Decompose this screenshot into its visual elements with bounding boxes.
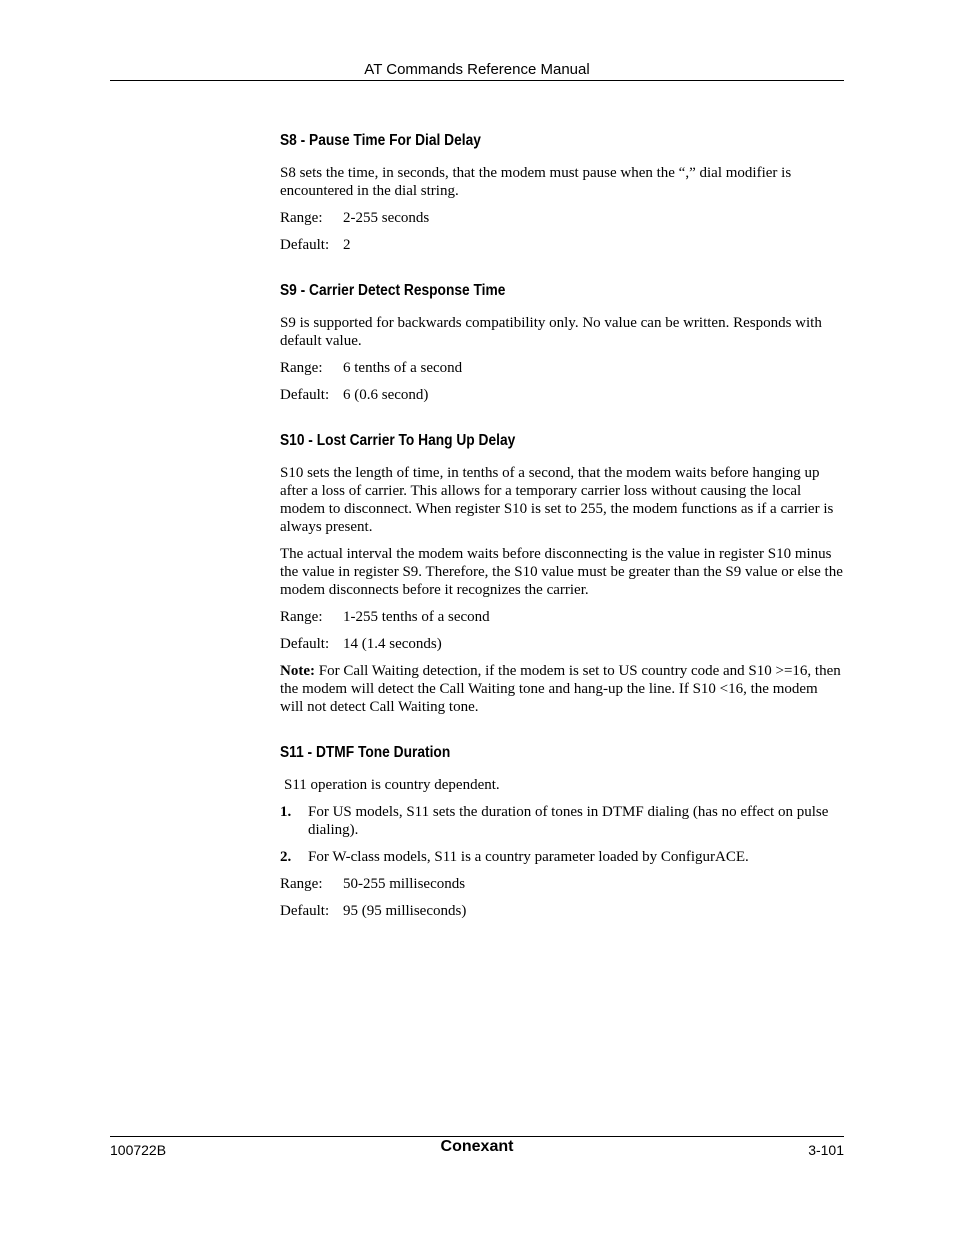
s9-default-value: 6 (0.6 second) xyxy=(343,387,429,403)
s9-default-label: Default: xyxy=(280,387,330,403)
s10-default-label: Default: xyxy=(280,636,330,652)
s8-default-value: 2 xyxy=(343,237,351,253)
list-item-number: 2. xyxy=(280,849,292,865)
s9-range-value: 6 tenths of a second xyxy=(343,360,463,376)
s8-range-row xyxy=(280,209,844,227)
note-text: For Call Waiting detection, if the modem is set to US country code and S10 >=16, then the modem will detect the Call Waiting tone and hang-up the line. If S10 <16, the modem will not detect Call Waiting tone. xyxy=(280,663,841,715)
page-header-title: AT Commands Reference Manual xyxy=(364,61,590,78)
s8-default-label: Default: xyxy=(280,237,330,253)
note-label: Note: xyxy=(280,663,315,679)
page-content xyxy=(280,131,844,929)
s10-description-1: S10 sets the length of time, in tenths of a second, that the modem waits before hanging up after a loss of carrier. This allows for a temporary carrier loss without causing the local modem to disconnect. When register S10 is set to 255, the modem functions as if a carrier is always present. xyxy=(280,465,834,535)
section-title-s9: S9 - Carrier Detect Response Time xyxy=(280,282,506,299)
s10-default-value: 14 (1.4 seconds) xyxy=(343,636,442,652)
s11-description: S11 operation is country dependent. xyxy=(284,777,500,793)
footer-page-number: 3-101 xyxy=(808,1142,844,1158)
s8-description: S8 sets the time, in seconds, that the modem must pause when the “,” dial modifier is encountered in the dial string. xyxy=(280,165,792,199)
s11-default-label: Default: xyxy=(280,903,330,919)
s9-description: S9 is supported for backwards compatibility only. No value can be written. Responds with default value. xyxy=(280,315,822,349)
s9-range-row xyxy=(280,359,844,377)
list-item-text: For W-class models, S11 is a country parameter loaded by ConfigurACE. xyxy=(308,849,749,865)
s8-range-value: 2-255 seconds xyxy=(343,210,430,226)
header-divider xyxy=(110,80,844,81)
s10-description-2: The actual interval the modem waits before disconnecting is the value in register S10 minus the value in register S9. Therefore, the S10 value must be greater than the S9 value or else the modem disconnects before it recognizes the carrier. xyxy=(280,546,843,598)
section-title-s10: S10 - Lost Carrier To Hang Up Delay xyxy=(280,432,516,449)
section-title-s8: S8 - Pause Time For Dial Delay xyxy=(280,132,481,149)
s9-range-label: Range: xyxy=(280,360,323,376)
footer-company: Conexant xyxy=(440,1138,514,1155)
list-item-text: For US models, S11 sets the duration of tones in DTMF dialing (has no effect on pulse dialing). xyxy=(308,804,829,838)
s11-range-row xyxy=(280,875,844,893)
s8-default-row xyxy=(280,236,844,254)
s11-default-value: 95 (95 milliseconds) xyxy=(343,903,467,919)
s10-default-row xyxy=(280,635,844,653)
footer-divider xyxy=(110,1136,844,1137)
s11-range-value: 50-255 milliseconds xyxy=(343,876,466,892)
section-title-s11: S11 - DTMF Tone Duration xyxy=(280,744,451,761)
s11-range-label: Range: xyxy=(280,876,323,892)
s11-default-row xyxy=(280,902,844,920)
s8-range-label: Range: xyxy=(280,210,323,226)
list-item xyxy=(280,848,844,866)
s10-range-label: Range: xyxy=(280,609,323,625)
list-item-number: 1. xyxy=(280,804,292,820)
s9-default-row xyxy=(280,386,844,404)
s10-range-value: 1-255 tenths of a second xyxy=(343,609,490,625)
s10-note xyxy=(280,662,844,716)
footer-doc-number: 100722B xyxy=(110,1142,167,1158)
list-item xyxy=(280,803,844,839)
s10-range-row xyxy=(280,608,844,626)
